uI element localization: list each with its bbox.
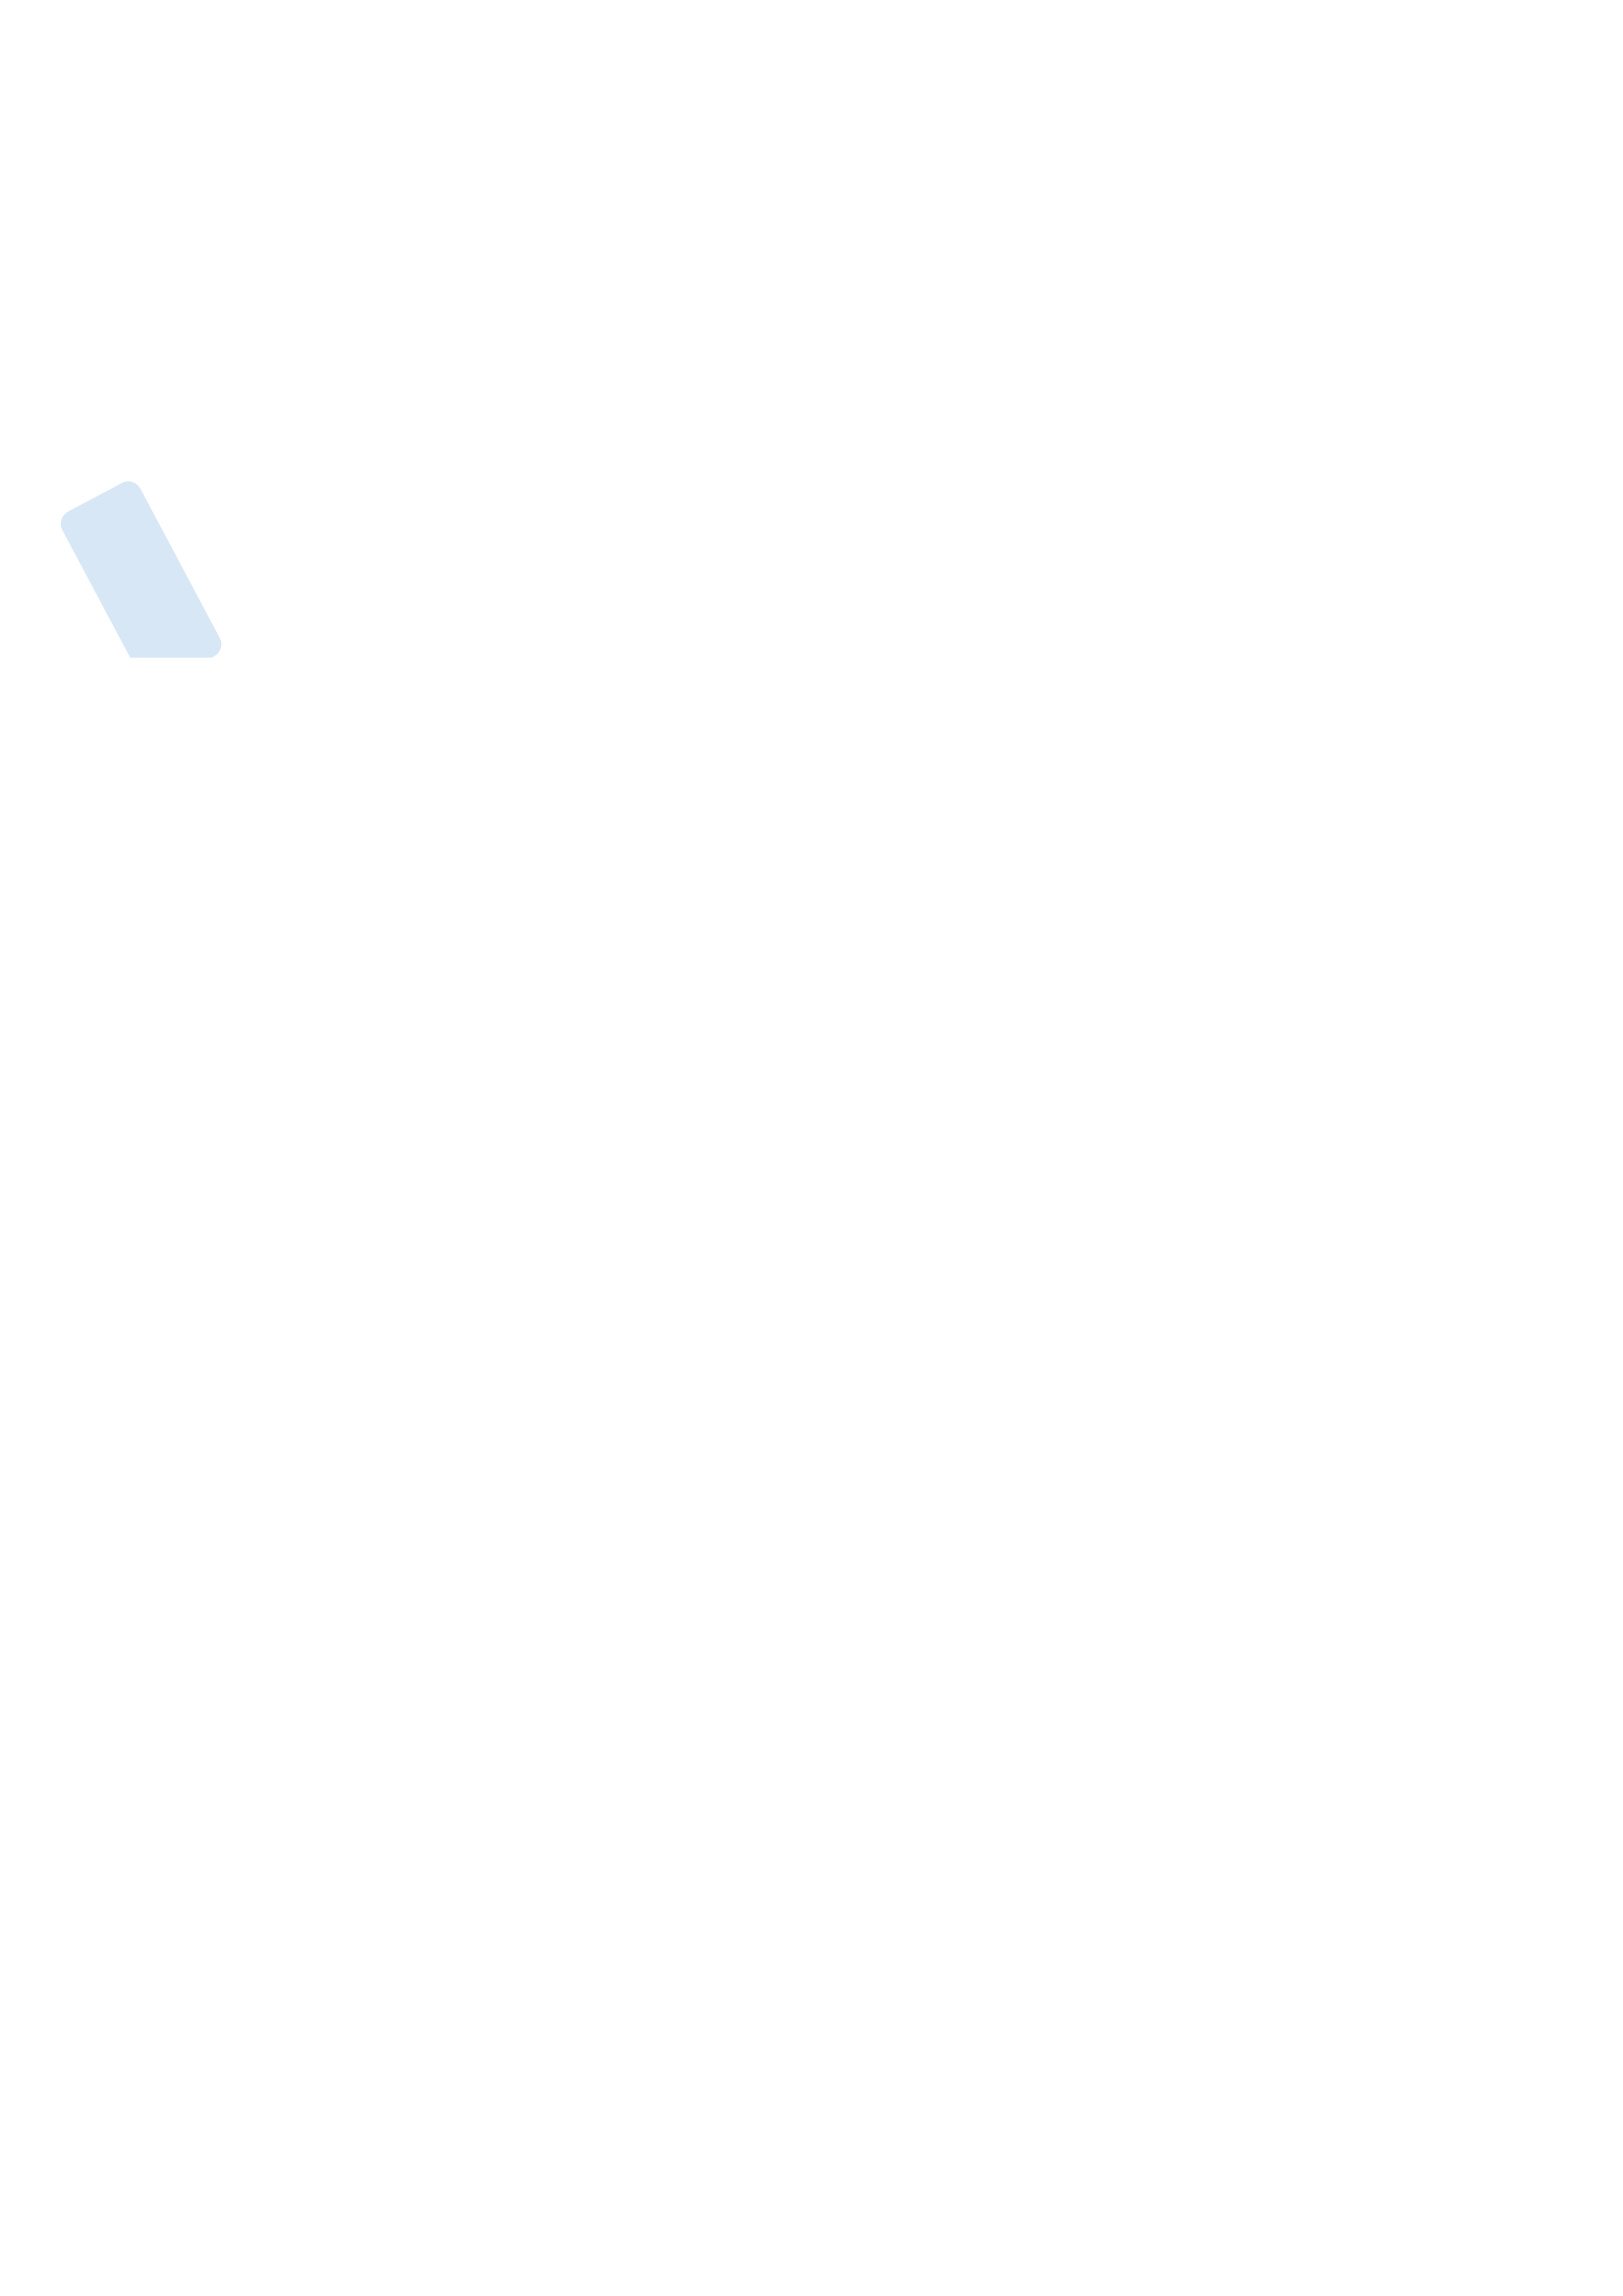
document-page [98,96,1540,454]
watermark-block [56,476,226,658]
